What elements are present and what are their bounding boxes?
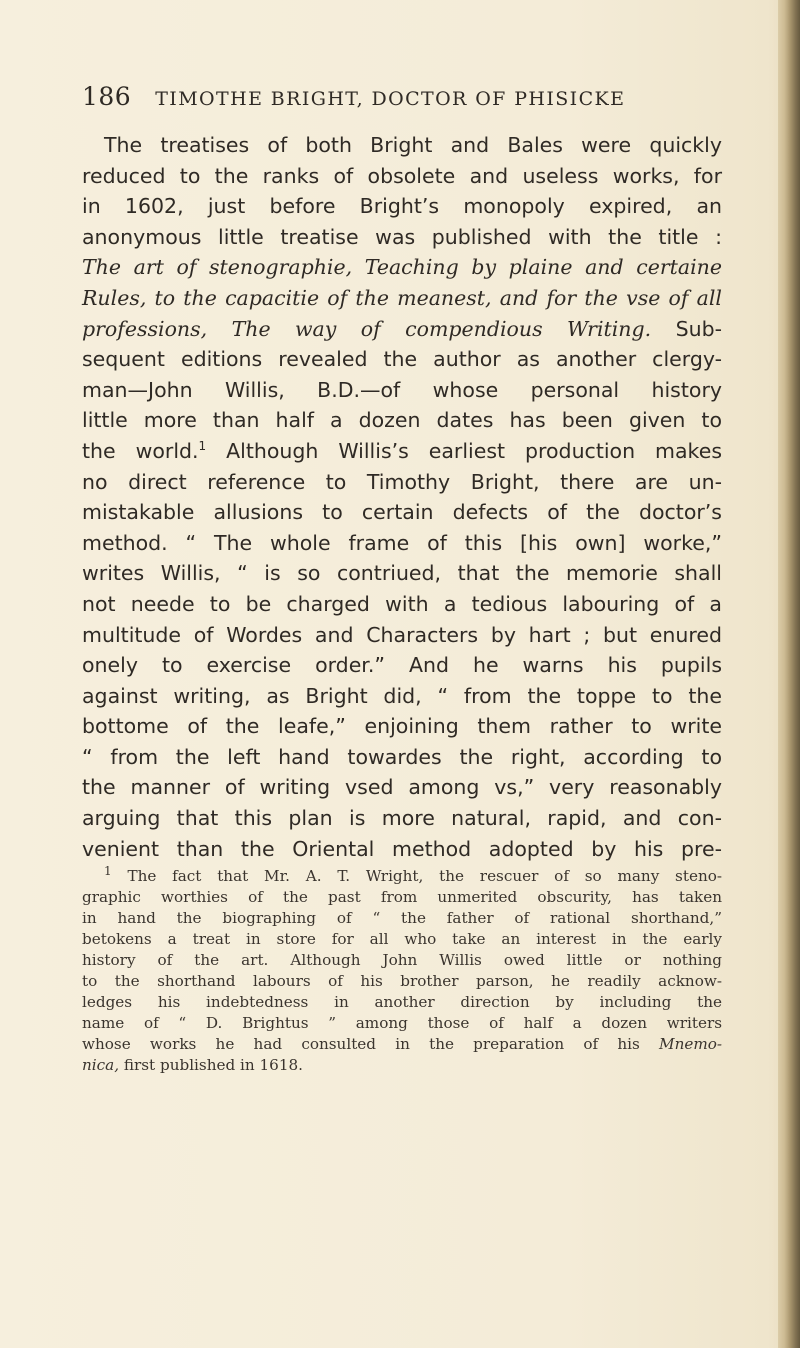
book-title-line: Rules, to the capacitie of the meanest, and for the vse of all xyxy=(82,285,722,310)
book-title-mnemonica: Mnemo- xyxy=(659,1035,723,1053)
body-line: The treatises of both Bright and Bales were quickly xyxy=(104,133,722,157)
footnote xyxy=(82,863,723,1076)
footnote-line-mixed xyxy=(82,1055,722,1076)
footnote-line: betokens a treat in store for all who take an interest in the early xyxy=(82,930,722,948)
page-number: 186 xyxy=(82,82,132,111)
body-text xyxy=(82,130,722,864)
footnote-line: ledges his indebtedness in another direction by including the xyxy=(82,993,722,1011)
footnote-reference[interactable]: 1 xyxy=(198,439,207,454)
body-text-fragment: Sub- xyxy=(675,316,722,341)
body-line: “ from the left hand towardes the right, according to xyxy=(82,744,722,769)
book-title-line: The art of stenographie, Teaching by plaine and certaine xyxy=(82,255,722,280)
page-binding-edge xyxy=(778,0,800,1348)
footnote-text-fragment: whose works he had consulted in the preparation of his xyxy=(82,1035,640,1053)
running-head xyxy=(82,82,722,118)
body-line: bottome of the leafe,” enjoining them rather to write xyxy=(82,714,722,739)
body-line: not neede to be charged with a tedious labouring of a xyxy=(82,591,722,616)
body-line: multitude of Wordes and Characters by hart ; but enured xyxy=(82,622,722,647)
footnote-line: history of the art. Although John Willis owed little or nothing xyxy=(82,951,722,969)
body-line-mixed xyxy=(82,436,722,467)
footnote-line: name of “ D. Brightus ” among those of half a dozen writers xyxy=(82,1014,722,1032)
body-line: writes Willis, “ is so contriued, that the memorie shall xyxy=(82,561,722,586)
footnote-line: to the shorthand labours of his brother parson, he readily acknow- xyxy=(82,972,722,990)
footnote-line-first xyxy=(82,863,722,887)
body-line: man—John Willis, B.D.—of whose personal history xyxy=(82,377,722,402)
footnote-line-mixed xyxy=(82,1034,722,1055)
running-title: TIMOTHE BRIGHT, DOCTOR OF PHISICKE xyxy=(155,88,626,110)
body-text-fragment: the world. xyxy=(82,438,199,463)
body-line: the manner of writing vsed among vs,” very reasonably xyxy=(82,775,722,800)
body-line: in 1602, just before Bright’s monopoly expired, an xyxy=(82,194,722,219)
footnote-line: in hand the biographing of “ the father of rational shorthand,” xyxy=(82,909,722,927)
footnote-marker: 1 xyxy=(104,863,112,878)
book-title-end: professions, The way of compendious Writing. xyxy=(82,316,652,341)
body-line: sequent editions revealed the author as another clergy- xyxy=(82,347,722,372)
footnote-text-fragment: first published in 1618. xyxy=(123,1056,303,1074)
footnote-line: graphic worthies of the past from unmerited obscurity, has taken xyxy=(82,888,722,906)
body-line: mistakable allusions to certain defects of the doctor’s xyxy=(82,500,722,525)
body-line: onely to exercise order.” And he warns his pupils xyxy=(82,653,722,678)
body-line: venient than the Oriental method adopted by his pre- xyxy=(82,836,722,861)
body-line: against writing, as Bright did, “ from the toppe to the xyxy=(82,683,722,708)
body-text-fragment: Although Willis’s earliest production makes xyxy=(226,438,722,463)
body-line: no direct reference to Timothy Bright, there are un- xyxy=(82,469,722,494)
body-line: little more than half a dozen dates has been given to xyxy=(82,408,722,433)
body-line: reduced to the ranks of obsolete and useless works, for xyxy=(82,163,722,188)
body-line: anonymous little treatise was published with the title : xyxy=(82,224,722,249)
book-title-mnemonica-end: nica, xyxy=(82,1056,120,1074)
body-line: arguing that this plan is more natural, rapid, and con- xyxy=(82,806,722,831)
body-line-mixed xyxy=(82,314,722,345)
footnote-text-fragment: The fact that Mr. A. T. Wright, the rescuer of so many steno- xyxy=(127,867,722,885)
body-line: method. “ The whole frame of this [his own] worke,” xyxy=(82,530,722,555)
